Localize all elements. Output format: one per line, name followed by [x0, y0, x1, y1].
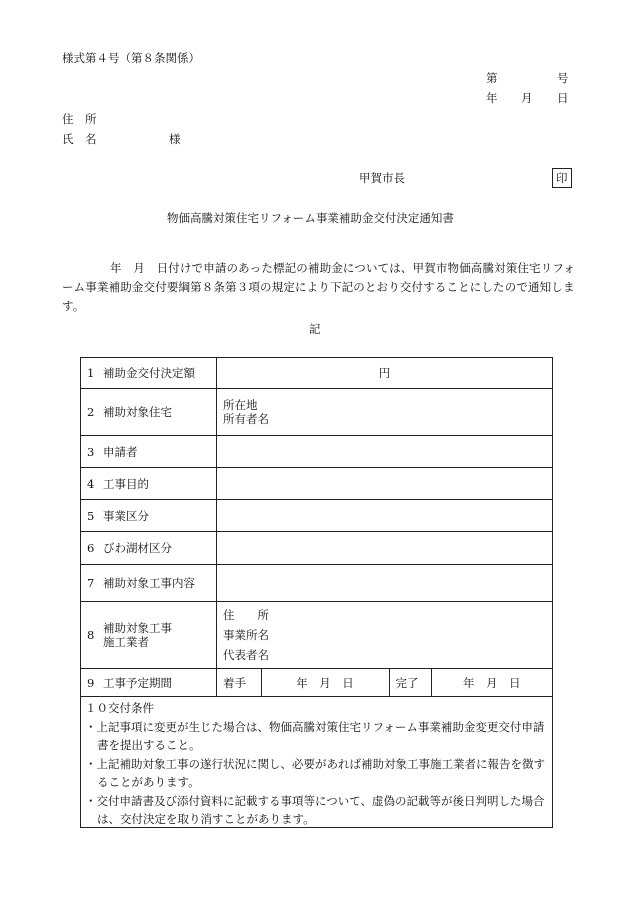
date-year: 年	[486, 91, 498, 105]
work-purpose-cell[interactable]	[217, 468, 553, 500]
seal-stamp: 印	[552, 168, 572, 188]
schedule-cell	[217, 669, 553, 697]
grant-amount-cell[interactable]: 円	[217, 358, 553, 389]
date-month: 月	[521, 91, 533, 105]
end-label: 完了	[389, 669, 431, 696]
table-row	[81, 669, 553, 697]
document-title: 物価高騰対策住宅リフォーム事業補助金交付決定通知書	[167, 211, 454, 225]
row-label: 6 びわ湖材区分	[81, 532, 217, 565]
table-row	[81, 358, 553, 389]
row-label: 9 工事予定期間	[81, 669, 217, 697]
table-row	[81, 602, 553, 669]
date-day: 日	[557, 91, 569, 105]
grant-details-table	[80, 357, 553, 697]
row-label: 8 補助対象工事 施工業者	[81, 602, 217, 669]
applicant-cell[interactable]	[217, 436, 553, 468]
end-date-cell[interactable]: 年 月 日	[463, 675, 521, 690]
ki-heading: 記	[309, 322, 321, 336]
biwako-material-cell[interactable]	[217, 532, 553, 565]
table-row	[81, 532, 553, 565]
condition-item: ・交付申請書及び添付資料に記載する事項等について、虚偽の記載等が後日判明した場合は、交付決定を取り消すことがあります。	[85, 793, 545, 826]
row-label: 3 申請者	[81, 436, 217, 468]
doc-no-suffix: 号	[557, 71, 569, 85]
table-row	[81, 436, 553, 468]
grant-conditions	[80, 697, 553, 828]
table-row	[81, 500, 553, 532]
table-row	[81, 468, 553, 500]
table-row	[81, 389, 553, 436]
start-date-cell[interactable]: 年 月 日	[261, 669, 389, 696]
table-row	[81, 565, 553, 602]
condition-item: ・上記事項に変更が生じた場合は、物価高騰対策住宅リフォーム事業補助金変更交付申請書を提出すること。	[85, 719, 545, 752]
row-label: 1 補助金交付決定額	[81, 358, 217, 389]
contractor-cell[interactable]: 住 所 事業所名 代表者名	[217, 602, 553, 669]
name-label: 氏 名	[62, 132, 97, 146]
conditions-title: １０交付条件	[85, 701, 154, 715]
form-number: 様式第４号（第８条関係）	[62, 51, 200, 65]
work-content-cell[interactable]	[217, 565, 553, 602]
row-label: 4 工事目的	[81, 468, 217, 500]
row-label: 2 補助対象住宅	[81, 389, 217, 436]
start-label: 着手	[217, 669, 261, 696]
row-label: 5 事業区分	[81, 500, 217, 532]
condition-item: ・上記補助対象工事の遂行状況に関し、必要があれば補助対象工事施工業者に報告を徴することがあります。	[85, 756, 545, 789]
issuer-title: 甲賀市長	[359, 171, 405, 185]
address-label: 住 所	[62, 112, 97, 126]
body-paragraph: 年 月 日付けで申請のあった標記の補助金については、甲賀市物価高騰対策住宅リフォーム事業補助金交付要綱第８条第３項の規定により下記のとおり交付することにしたので通知します。	[62, 261, 576, 313]
business-category-cell[interactable]	[217, 500, 553, 532]
target-house-cell[interactable]: 所在地 所有者名	[217, 389, 553, 436]
doc-no-prefix: 第	[486, 71, 498, 85]
honorific: 様	[169, 132, 181, 146]
row-label: 7 補助対象工事内容	[81, 565, 217, 602]
